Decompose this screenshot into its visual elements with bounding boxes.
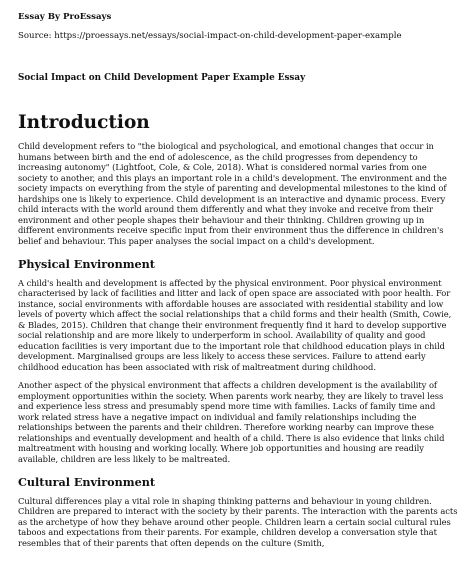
intro-heading: Introduction: [18, 112, 150, 133]
source-url[interactable]: https://proessays.net/essays/social-impact-on-child-development-paper-example: [54, 31, 402, 41]
physical-paragraph-2: Another aspect of the physical environment that affects a children development is the availability of employment opportunities within the society. When parents work nearby, they are likely to travel less and experience less stress and presumably spend more time with families. Lacks of family time and work related stress have a negative impact on individual and family relationships including the relationships between the parents and their children. Therefore working nearby can improve these relationships and eventually development and health of a child. There is also evidence that links child maltreatment with housing and working locally. Where job opportunities and housing are readily available, children are less likely to be maltreated.: [18, 380, 445, 464]
physical-environment-heading: Physical Environment: [18, 257, 155, 272]
intro-paragraph: Child development refers to "the biological and psychological, and emotional changes that occur in humans between birth and the end of adolescence, as the child progresses from dependency to increasing autonomy" (Lightfoot, Cole, & Cole, 2018). What is considered normal varies from one society to another, and this plays an important role in a child's development. The environment and the society impacts on everything from the style of parenting and developmental milestones to the kind of hardships one is likely to experience. Child development is an interactive and dynamic process. Every child interacts with the world around them differently and what they invoke and receive from their environment and other people shapes their behaviour and their thinking. Children growing up in different environments receive specific input from their environment thus the difference in children's belief and behaviour. This paper analyses the social impact on a child's development.: [18, 141, 447, 246]
cultural-paragraph: Cultural differences play a vital role in shaping thinking patterns and behaviour in young children. Children are prepared to interact with the society by their parents. The interaction with the parents acts as the archetype of how they behave around other people. Children learn a certain social cultural rules taboos and expectations from their parents. For example, children develop a conversation style that resembles that of their parents that often depends on the culture (Smith,: [18, 495, 458, 548]
brand-label: Essay By ProEssays: [18, 12, 112, 22]
physical-paragraph-1: A child's health and development is affected by the physical environment. Poor physical environment characterised by lack of facilities and litter and lack of open space are associated with poor health. For instance, social environments with affordable houses are associated with residential stability and low levels of poverty which affect the social relationships that a child forms and their health (Smith, Cowie, & Blades, 2015). Children that change their environment frequently find it hard to develop supportive social relationship and are more likely to underperform in school. Availability of quality and good education facilities is very important due to the important role that childhood education plays in child development. Marginalised groups are less likely to access these services. Failure to attend early childhood education has been associated with risk of maltreatment during childhood.: [18, 277, 452, 372]
source-label: Source:: [18, 31, 52, 41]
source-line: [18, 31, 458, 41]
essay-body: [18, 112, 458, 556]
cultural-environment-heading: Cultural Environment: [18, 475, 156, 490]
document-title: Social Impact on Child Development Paper Example Essay: [18, 73, 306, 83]
